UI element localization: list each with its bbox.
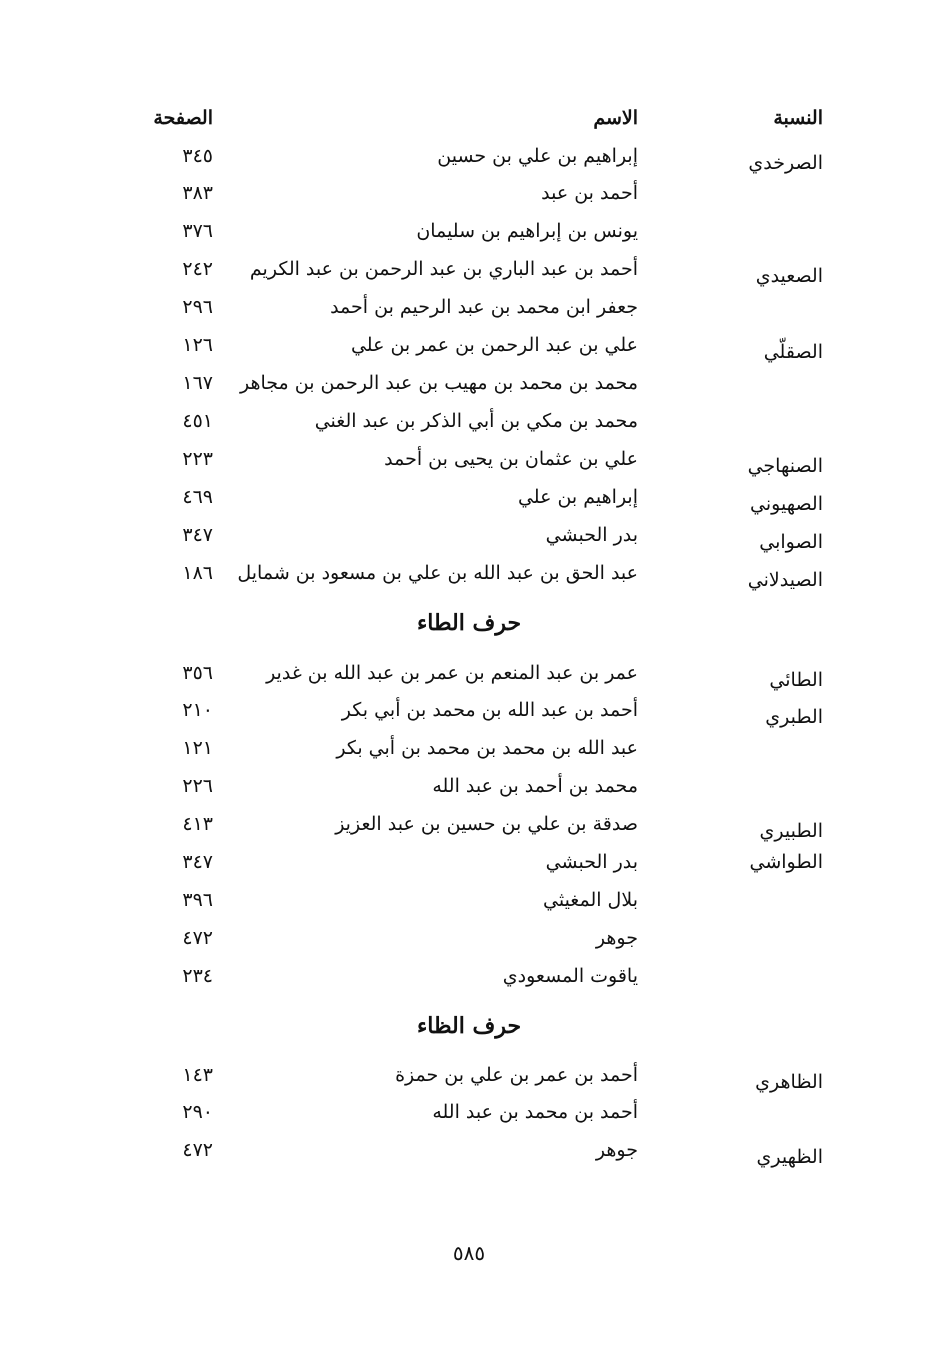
row-name: بلال المغيثي — [543, 889, 638, 911]
table-row — [0, 516, 938, 554]
row-name: عبد الله بن محمد بن محمد بن أبي بكر — [336, 737, 638, 759]
row-name: علي بن عبد الرحمن بن عمر بن علي — [350, 334, 638, 356]
table-row — [0, 1131, 938, 1169]
row-page: ٢٢٦ — [182, 775, 213, 797]
row-page: ٤٦٩ — [182, 486, 213, 508]
row-page: ٣٧٦ — [182, 220, 213, 242]
row-page: ٤٥١ — [182, 410, 213, 432]
table-row — [0, 654, 938, 692]
table-row — [0, 288, 938, 326]
table-row — [0, 326, 938, 364]
row-nisba: الصعيدي — [755, 265, 823, 287]
row-nisba: الطبيري — [759, 820, 823, 842]
table-row — [0, 402, 938, 440]
row-name: جعفر ابن محمد بن عبد الرحيم بن أحمد — [330, 296, 638, 318]
table-row — [0, 805, 938, 843]
row-name: جوهر — [595, 1139, 638, 1161]
row-name: محمد بن أحمد بن عبد الله — [432, 775, 638, 797]
row-nisba: الصيدلاني — [747, 569, 823, 591]
row-nisba: الصرخدي — [748, 152, 823, 174]
row-name: أحمد بن عبد الله بن محمد بن أبي بكر — [341, 699, 638, 721]
row-name: بدر الحبشي — [545, 851, 638, 873]
row-page: ٢٣٤ — [182, 965, 213, 987]
row-page: ١٨٦ — [182, 562, 213, 584]
row-name: محمد بن محمد بن مهيب بن عبد الرحمن بن مجاهر — [239, 372, 638, 394]
row-nisba: الصنهاجي — [747, 455, 823, 477]
row-nisba: الظهيري — [756, 1146, 823, 1168]
row-page: ٣٤٥ — [182, 145, 213, 167]
header-page: الصفحة — [153, 107, 213, 129]
row-nisba: الطواشي — [749, 851, 823, 873]
row-page: ٣٤٧ — [182, 851, 213, 873]
row-page: ٢٩٠ — [182, 1101, 213, 1123]
table-row — [0, 478, 938, 516]
row-nisba: الطائي — [769, 669, 823, 691]
row-nisba: الصهيوني — [750, 493, 823, 515]
row-name: إبراهيم بن علي — [517, 486, 638, 508]
row-name: عبد الحق بن عبد الله بن علي بن مسعود بن شمايل — [237, 562, 638, 584]
row-name: أحمد بن عبد — [541, 182, 638, 204]
table-row — [0, 137, 938, 175]
table-row — [0, 212, 938, 250]
table-row — [0, 881, 938, 919]
row-name: جوهر — [595, 927, 638, 949]
row-page: ١٤٣ — [182, 1064, 213, 1086]
table-row — [0, 364, 938, 402]
row-name: علي بن عثمان بن يحيى بن أحمد — [384, 448, 638, 470]
row-page: ٣٥٦ — [182, 662, 213, 684]
section-title-za: حرف الظاء — [416, 1013, 522, 1039]
row-name: أحمد بن محمد بن عبد الله — [432, 1101, 638, 1123]
row-name: أحمد بن عبد الباري بن عبد الرحمن بن عبد الكريم — [249, 258, 638, 280]
row-name: يونس بن إبراهيم بن سليمان — [416, 220, 638, 242]
row-name: ياقوت المسعودي — [502, 965, 638, 987]
header-name: الاسم — [593, 107, 638, 129]
row-page: ٢٢٣ — [182, 448, 213, 470]
section-title-ta: حرف الطاء — [416, 610, 522, 636]
table-row — [0, 843, 938, 881]
row-page: ١٦٧ — [182, 372, 213, 394]
table-row — [0, 957, 938, 995]
row-page: ٢٩٦ — [182, 296, 213, 318]
row-name: إبراهيم بن علي بن حسين — [437, 145, 638, 167]
table-header — [0, 99, 938, 137]
row-page: ٣٤٧ — [182, 524, 213, 546]
row-nisba: الظاهري — [755, 1071, 823, 1093]
header-nisba: النسبة — [773, 107, 823, 129]
row-nisba: الطبري — [765, 706, 823, 728]
row-name: محمد بن مكي بن أبي الذكر بن عبد الغني — [314, 410, 638, 432]
row-name: عمر بن عبد المنعم بن عمر بن عبد الله بن غدير — [266, 662, 638, 684]
row-page: ٢١٠ — [182, 699, 213, 721]
row-page: ٢٤٢ — [182, 258, 213, 280]
table-row — [0, 767, 938, 805]
row-nisba: الصقلّي — [763, 341, 823, 363]
table-row — [0, 250, 938, 288]
row-name: صدقة بن علي بن حسين بن عبد العزيز — [335, 813, 638, 835]
table-row — [0, 729, 938, 767]
row-page: ٣٩٦ — [182, 889, 213, 911]
table-row — [0, 691, 938, 729]
row-page: ٤٧٢ — [182, 927, 213, 949]
row-page: ٤٧٢ — [182, 1139, 213, 1161]
row-name: أحمد بن عمر بن علي بن حمزة — [395, 1064, 638, 1086]
table-row — [0, 174, 938, 212]
page-number: ٥٨٥ — [452, 1241, 486, 1265]
table-row — [0, 919, 938, 957]
table-row — [0, 554, 938, 592]
row-nisba: الصوابي — [759, 531, 823, 553]
table-row — [0, 1093, 938, 1131]
row-page: ١٢٦ — [182, 334, 213, 356]
table-row — [0, 440, 938, 478]
row-page: ١٢١ — [182, 737, 213, 759]
table-row — [0, 1056, 938, 1094]
row-page: ٣٨٣ — [182, 182, 213, 204]
row-name: بدر الحبشي — [545, 524, 638, 546]
row-page: ٤١٣ — [182, 813, 213, 835]
